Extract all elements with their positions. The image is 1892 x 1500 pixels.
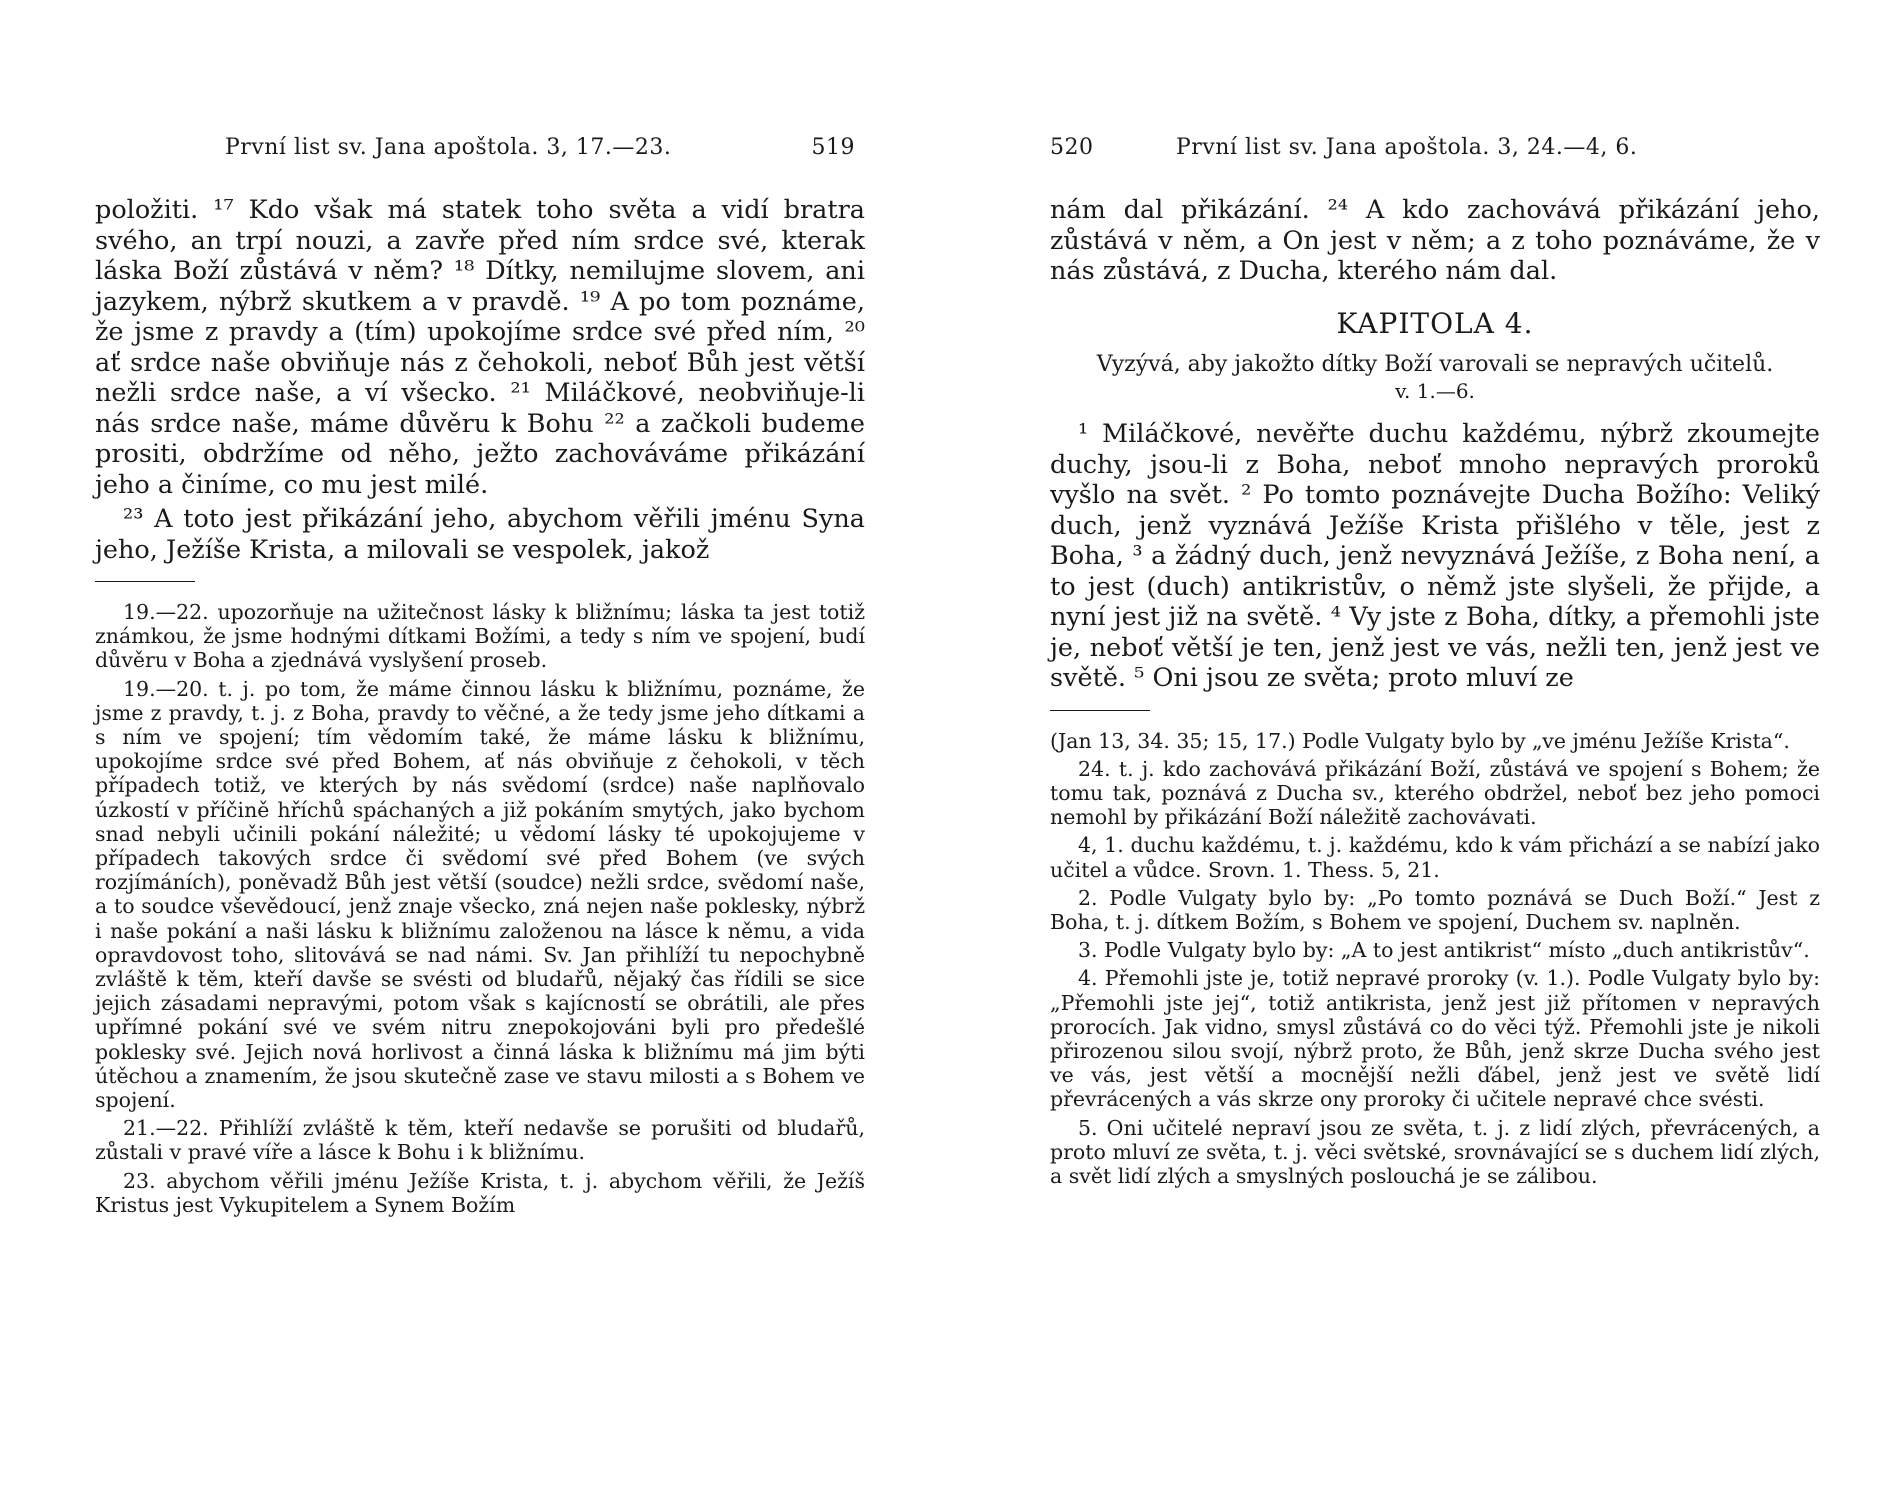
page-body [1050,195,1820,1188]
commentary-note: 19.—20. t. j. po tom, že máme činnou lásku k bližnímu, poznáme, že jsme z pravdy, t. j. z Boha, pravdy to věčné, a že tedy jsme jeho dítkami a s ním ve spojení; tím vědomím také, že máme lásku k bližnímu, upokojíme srdce své před Bohem, ať nás obviňuje z čehokoli, v těch případech totiž, ve kterých by nás svědomí (srdce) naše naplňovalo úzkostí v příčině hříchů spáchaných a již pokáním smytých, jako bychom snad nebyli učinili pokání náležité; u vědomí lásky té upokojujeme v případech takových srdce či svědomí své před Bohem (ve svých rozjímáních), poněvadž Bůh jest větší (soudce) nežli srdce, svědomí naše, a to soudce vševědoucí, jenž znaje všecko, zná nejen naše poklesky, nýbrž i naše pokání a naši lásku k bližnímu založenou na lásce k němu, a vida opravdovost toho, slitovává se nad námi. Sv. Jan přihlíží tu nepochybně zvláště k těm, kteří davše se svésti od bludařů, nějaký čas řídili se sice jejich zásadami nepravými, potom však s kajícností se obrátili, ale přes upřímné pokání své ve svém nitru znepokojováni byli pro předešlé poklesky své. Jejich nová horlivost a činná láska k bližnímu má jim býti útěchou a znamením, že jsou skutečně zase ve stavu milosti a s Bohem ve spojení. [95,676,865,1113]
running-head [95,135,865,169]
scripture-paragraph: položiti. ¹⁷ Kdo však má statek toho světa a vidí bratra svého, an trpí nouzi, a zavře před ním srdce své, kterak láska Boží zůstává v něm? ¹⁸ Dítky, nemilujme slovem, ani jazykem, nýbrž skutkem a v pravdě. ¹⁹ A po tom poznáme, že jsme z pravdy a (tím) upokojíme srdce své před ním, ²⁰ ať srdce naše obviňuje nás z čehokoli, neboť Bůh jest větší nežli srdce naše, a ví všecko. ²¹ Miláčkové, neobviňuje-li nás srdce naše, máme důvěru k Bohu ²² a začkoli budeme prositi, obdržíme od něho, ježto zachováváme přikázání jeho a činíme, co mu jest milé. [95,195,865,500]
scripture-paragraph: ¹ Miláčkové, nevěřte duchu každému, nýbrž zkoumejte duchy, jsou-li z Boha, neboť mnoho nepravých proroků vyšlo na svět. ² Po tomto poznávejte Ducha Božího: Veliký duch, jenž vyznává Ježíše Krista přišlého v těle, jest z Boha, ³ a žádný duch, jenž nevyznává Ježíše, z Boha není, a to jest (duch) antikristův, o němž jste slyšeli, že přijde, a nyní jest již na světě. ⁴ Vy jste z Boha, dítky, a přemohli jste je, neboť větší je ten, jenž jest ve vás, nežli ten, jenž jest ve světě. ⁵ Oni jsou ze světa; proto mluví ze [1050,419,1820,693]
commentary-note-continuation: (Jan 13, 34. 35; 15, 17.) Podle Vulgaty bylo by „ve jménu Ježíše Krista“. [1050,728,1790,753]
page-number: 519 [811,135,855,160]
commentary-note: 24. t. j. kdo zachovává přikázání Boží, zůstává ve spojení s Bohem; že tomu tak, poznává z Ducha sv., kterého obdržel, neboť bez jeho pomoci nemohl by přikázání Boží náležitě zachovávati. [1050,756,1820,830]
chapter-summary-text: Vyzývá, aby jakožto dítky Boží varovali se nepravých učitelů. [1096,352,1774,377]
commentary-note: 3. Podle Vulgaty bylo by: „A to jest antikrist“ místo „duch antikristův“. [1078,938,1810,963]
page-number: 520 [1050,135,1094,160]
verse-range: v. 1.—6. [1395,379,1475,403]
commentary-note: 2. Podle Vulgaty bylo by: „Po tomto poznává se Duch Boží.“ Jest z Boha, t. j. dítkem Božím, s Bohem ve spojení, Duchem sv. naplněn. [1050,885,1820,934]
scripture-paragraph: nám dal přikázání. ²⁴ A kdo zachovává přikázání jeho, zůstává v něm, a On jest v něm; a z toho poznáváme, že v nás zůstává, z Ducha, kterého nám dal. [1050,195,1820,286]
running-title: První list sv. Jana apoštola. 3, 24.—4, 6. [1176,135,1638,160]
left-page [95,0,865,1500]
footnote-separator [95,581,195,582]
commentary-notes [1050,729,1820,1189]
scripture-paragraph: ²³ A toto jest přikázání jeho, abychom věřili jménu Syna jeho, Ježíše Krista, a milovali se vespolek, jakož [95,504,865,565]
right-page [1050,0,1820,1500]
commentary-note: 4, 1. duchu každému, t. j. každému, kdo k vám přichází a se nabízí jako učitel a vůdce. Srovn. 1. Thess. 5, 21. [1050,833,1820,882]
commentary-note: 23. abychom věřili jménu Ježíše Krista, t. j. abychom věřili, že Ježíš Kristus jest Vykupitelem a Synem Božím [95,1168,865,1217]
commentary-note: 19.—22. upozorňuje na užitečnost lásky k bližnímu; láska ta jest totiž známkou, že jsme hodnými dítkami Božími, a tedy s ním ve spojení, budí důvěru v Boha a zjednává vyslyšení proseb. [95,600,865,673]
footnote-separator [1050,710,1150,711]
commentary-notes [95,600,865,1217]
commentary-note: 5. Oni učitelé nepraví jsou ze světa, t. j. z lidí zlých, převrácených, a proto mluví ze světa, t. j. věci světské, srovnávající se s duchem lidí zlých, a svět lidí zlých a smyslných poslouchá je se zálibou. [1050,1115,1820,1188]
running-head [1050,135,1820,169]
running-title: První list sv. Jana apoštola. 3, 17.—23. [225,135,672,160]
commentary-note: 4. Přemohli jste je, totiž nepravé proroky (v. 1.). Podle Vulgaty bylo by: „Přemohli jste jej“, totiž antikrista, jenž jest již přítomen v nepravých prorocích. Jak vidno, smysl zůstává co do věci týž. Přemohli jste je nikoli přirozenou silou svojí, nýbrž proto, že Bůh, jenž skrze Ducha svého jest ve vás, jest větší a mocnější nežli ďábel, jenž jest ve světě lidí převrácených a vás skrze ony proroky či učitele nepravé chce svésti. [1050,966,1820,1112]
commentary-note: 21.—22. Přihlíží zvláště k těm, kteří nedavše se porušiti od bludařů, zůstali v pravé víře a lásce k Bohu i k bližnímu. [95,1116,865,1165]
chapter-heading: KAPITOLA 4. [1336,306,1534,340]
chapter-summary [1050,351,1820,405]
page-body [95,195,865,1217]
